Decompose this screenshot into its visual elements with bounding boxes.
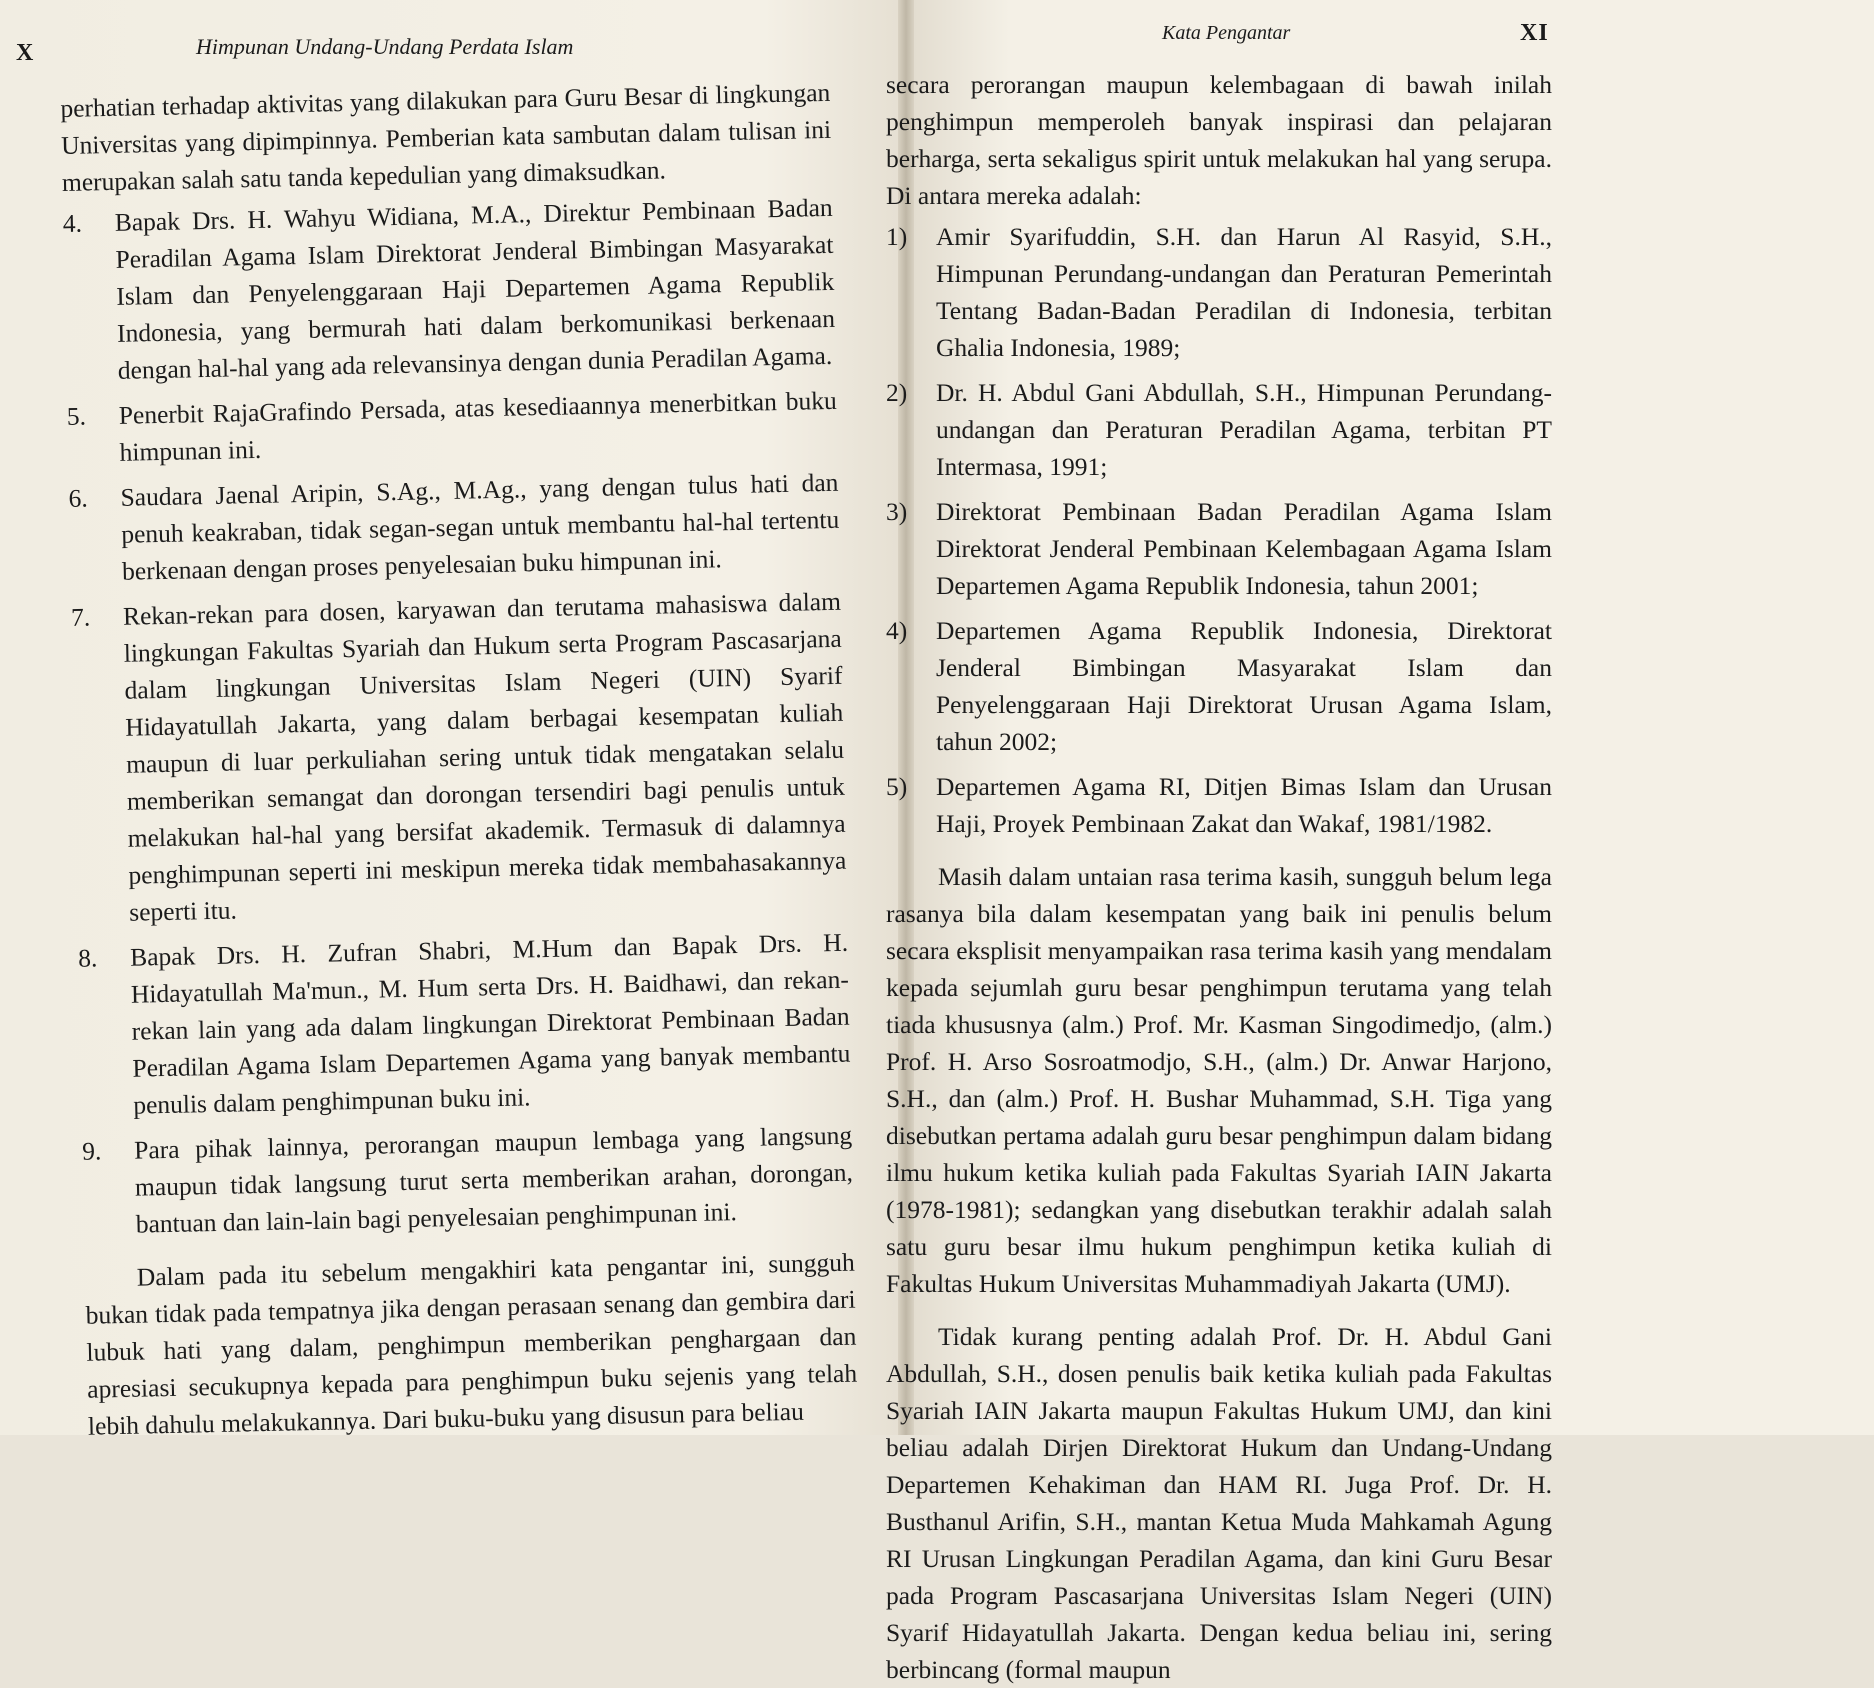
list-item bbox=[78, 924, 852, 1125]
list-item-number: 4) bbox=[886, 616, 908, 645]
list-item bbox=[886, 612, 1552, 760]
list-item-text: Para pihak lainnya, perorangan maupun lembaga yang langsung maupun tidak langsung turut serta memberikan arahan, dorongan, bantuan dan lain-lain bagi penyelesaian penghimpunan ini. bbox=[133, 1120, 854, 1239]
page-number: XI bbox=[1520, 20, 1549, 46]
list-item-number: 8. bbox=[77, 943, 98, 973]
list-item-text: Saudara Jaenal Aripin, S.Ag., M.Ag., yang dengan tulus hati dan penuh keakraban, tidak segan-segan untuk membantu hal-hal tertentu berkenaan dengan proses penyelesaian buku himpunan ini. bbox=[120, 467, 840, 586]
body-paragraph: Tidak kurang penting adalah Prof. Dr. H. Abdul Gani Abdullah, S.H., dosen penulis baik ketika kuliah pada Fakultas Syariah IAIN Jakarta maupun Fakultas Hukum UMJ, dan kini beliau adalah Dirjen Direktorat Hukum dan Undang-Undang Departemen Kehakiman dan HAM RI. Juga Prof. Dr. H. Busthanul Arifin, S.H., mantan Ketua Muda Mahkamah Agung RI Urusan Lingkungan Peradilan Agama, dan kini Guru Besar pada Program Pascasarjana Universitas Islam Negeri (UIN) Syarif Hidayatullah Jakarta. Dengan kedua beliau ini, sering berbincang (formal maupun bbox=[886, 1322, 1552, 1684]
closing-paragraph: Dalam pada itu sebelum mengakhiri kata pengantar ini, sungguh bukan tidak pada tempatnya jika dengan perasaan senang dan gembira dari lubuk hati yang dalam, penghimpun memberikan penghargaan dan apresiasi secukupnya kepada para penghimpun buku sejenis yang telah lebih dahulu melakukannya. Dari buku-buku yang disusun para beliau bbox=[85, 1247, 858, 1441]
list-item-text: Penerbit RajaGrafindo Persada, atas kesediaannya menerbitkan buku himpunan ini. bbox=[118, 385, 837, 467]
list-item-text: Departemen Agama RI, Ditjen Bimas Islam dan Urusan Haji, Proyek Pembinaan Zakat dan Wakaf, 1981/1982. bbox=[936, 772, 1552, 838]
list-item bbox=[886, 218, 1552, 366]
running-head: Kata Pengantar bbox=[1162, 22, 1291, 44]
list-item-number: 3) bbox=[886, 497, 908, 526]
list-item-number: 5. bbox=[66, 401, 87, 431]
list-item bbox=[62, 189, 836, 390]
list-item-text: Departemen Agama Republik Indonesia, Direktorat Jenderal Bimbingan Masyarakat Islam dan Penyelenggaraan Haji Direktorat Urusan Agama Islam, tahun 2002; bbox=[936, 616, 1552, 756]
list-item-number: 7. bbox=[70, 602, 91, 632]
continuation-paragraph: secara perorangan maupun kelembagaan di bawah inilah penghimpun memperoleh banyak inspirasi dan pelajaran berharga, serta sekaligus spirit untuk melakukan hal yang serupa. Di antara mereka adalah: bbox=[886, 70, 1552, 210]
list-item bbox=[886, 493, 1552, 604]
list-item bbox=[886, 768, 1552, 842]
list-item-text: Amir Syarifuddin, S.H. dan Harun Al Rasyid, S.H., Himpunan Perundang-undangan dan Peraturan Pemerintah Tentang Badan-Badan Peradilan di Indonesia, terbitan Ghalia Indonesia, 1989; bbox=[936, 222, 1552, 362]
continuation-paragraph: perhatian terhadap aktivitas yang dilakukan para Guru Besar di lingkungan Universitas yang dipimpinnya. Pemberian kata sambutan dalam tulisan ini merupakan salah satu tanda kepedulian yang dimaksudkan. bbox=[60, 77, 832, 197]
list-item-number: 9. bbox=[81, 1136, 102, 1166]
list-item bbox=[71, 583, 848, 932]
reference-list bbox=[886, 218, 1552, 842]
list-item-number: 6. bbox=[68, 483, 88, 513]
list-item-text: Rekan-rekan para dosen, karyawan dan terutama mahasiswa dalam lingkungan Fakultas Syariah dan Hukum serta Program Pascasarjana dalam lingkungan Universitas Islam Negeri (UIN) Syarif Hidayatullah Jakarta, yang dalam berbagai kesempatan kuliah maupun di luar perkuliahan sering untuk tidak mengatakan selalu memberikan semangat dan dorongan tersendiri bagi penulis untuk melakukan hal-hal yang bersifat akademik. Termasuk di dalamnya penghimpunan seperti ini meskipun mereka tidak membahasakannya seperti itu. bbox=[122, 586, 847, 927]
page-number: X bbox=[16, 40, 35, 66]
list-item-text: Dr. H. Abdul Gani Abdullah, S.H., Himpunan Perundang-undangan dan Peraturan Peradilan Agama, terbitan PT Intermasa, 1991; bbox=[936, 378, 1552, 481]
list-item bbox=[886, 374, 1552, 485]
list-item-number: 5) bbox=[886, 772, 908, 801]
body-paragraph: Masih dalam untaian rasa terima kasih, sungguh belum lega rasanya bila dalam kesempatan yang baik ini penulis belum secara eksplisit menyampaikan rasa terima kasih yang mendalam kepada sejumlah guru besar penghimpun terutama yang telah tiada khususnya (alm.) Prof. Mr. Kasman Singodimedjo, (alm.) Prof. H. Arso Sosroatmodjo, S.H., (alm.) Dr. Anwar Harjono, S.H., dan (alm.) Prof. H. Bushar Muhammad, S.H. Tiga yang disebutkan pertama adalah guru besar penghimpun dalam bidang ilmu hukum ketika kuliah pada Fakultas Syariah IAIN Jakarta (1978-1981); sedangkan yang disebutkan terakhir adalah salah satu guru besar ilmu hukum penghimpun ketika kuliah di Fakultas Hukum Universitas Muhammadiyah Jakarta (UMJ). bbox=[886, 862, 1552, 1298]
left-body-text bbox=[60, 74, 858, 1445]
list-item-number: 1) bbox=[886, 222, 908, 251]
list-item bbox=[66, 382, 837, 472]
left-page bbox=[0, 0, 898, 1441]
list-item bbox=[82, 1117, 854, 1244]
list-item-number: 2) bbox=[886, 378, 908, 407]
right-page bbox=[886, 0, 1874, 1684]
list-item-number: 4. bbox=[62, 208, 83, 238]
list-item-text: Bapak Drs. H. Zufran Shabri, M.Hum dan Bapak Drs. H. Hidayatullah Ma'mun., M. Hum serta Drs. H. Baidhawi, dan rekan-rekan lain yang ada dalam lingkungan Direktorat Pembinaan Badan Peradilan Agama Islam Departemen Agama yang banyak membantu penulis dalam penghimpunan buku ini. bbox=[129, 927, 851, 1120]
list-item-text: Bapak Drs. H. Wahyu Widiana, M.A., Direktur Pembinaan Badan Peradilan Agama Islam Direktorat Jenderal Bimbingan Masyarakat Islam dan Penyelenggaraan Haji Departemen Agama Republik Indonesia, yang bermurah hati dalam berkomunikasi berkenaan dengan hal-hal yang ada relevansinya dengan dunia Peradilan Agama. bbox=[114, 192, 836, 385]
right-body-text bbox=[886, 66, 1552, 1688]
body-paragraphs bbox=[886, 858, 1552, 1688]
list-item-text: Direktorat Pembinaan Badan Peradilan Agama Islam Direktorat Jenderal Pembinaan Kelembagaan Agama Islam Departemen Agama Republik Indonesia, tahun 2001; bbox=[936, 497, 1552, 600]
acknowledgement-list bbox=[62, 189, 854, 1244]
list-item bbox=[68, 464, 840, 591]
running-head: Himpunan Undang-Undang Perdata Islam bbox=[196, 34, 574, 59]
